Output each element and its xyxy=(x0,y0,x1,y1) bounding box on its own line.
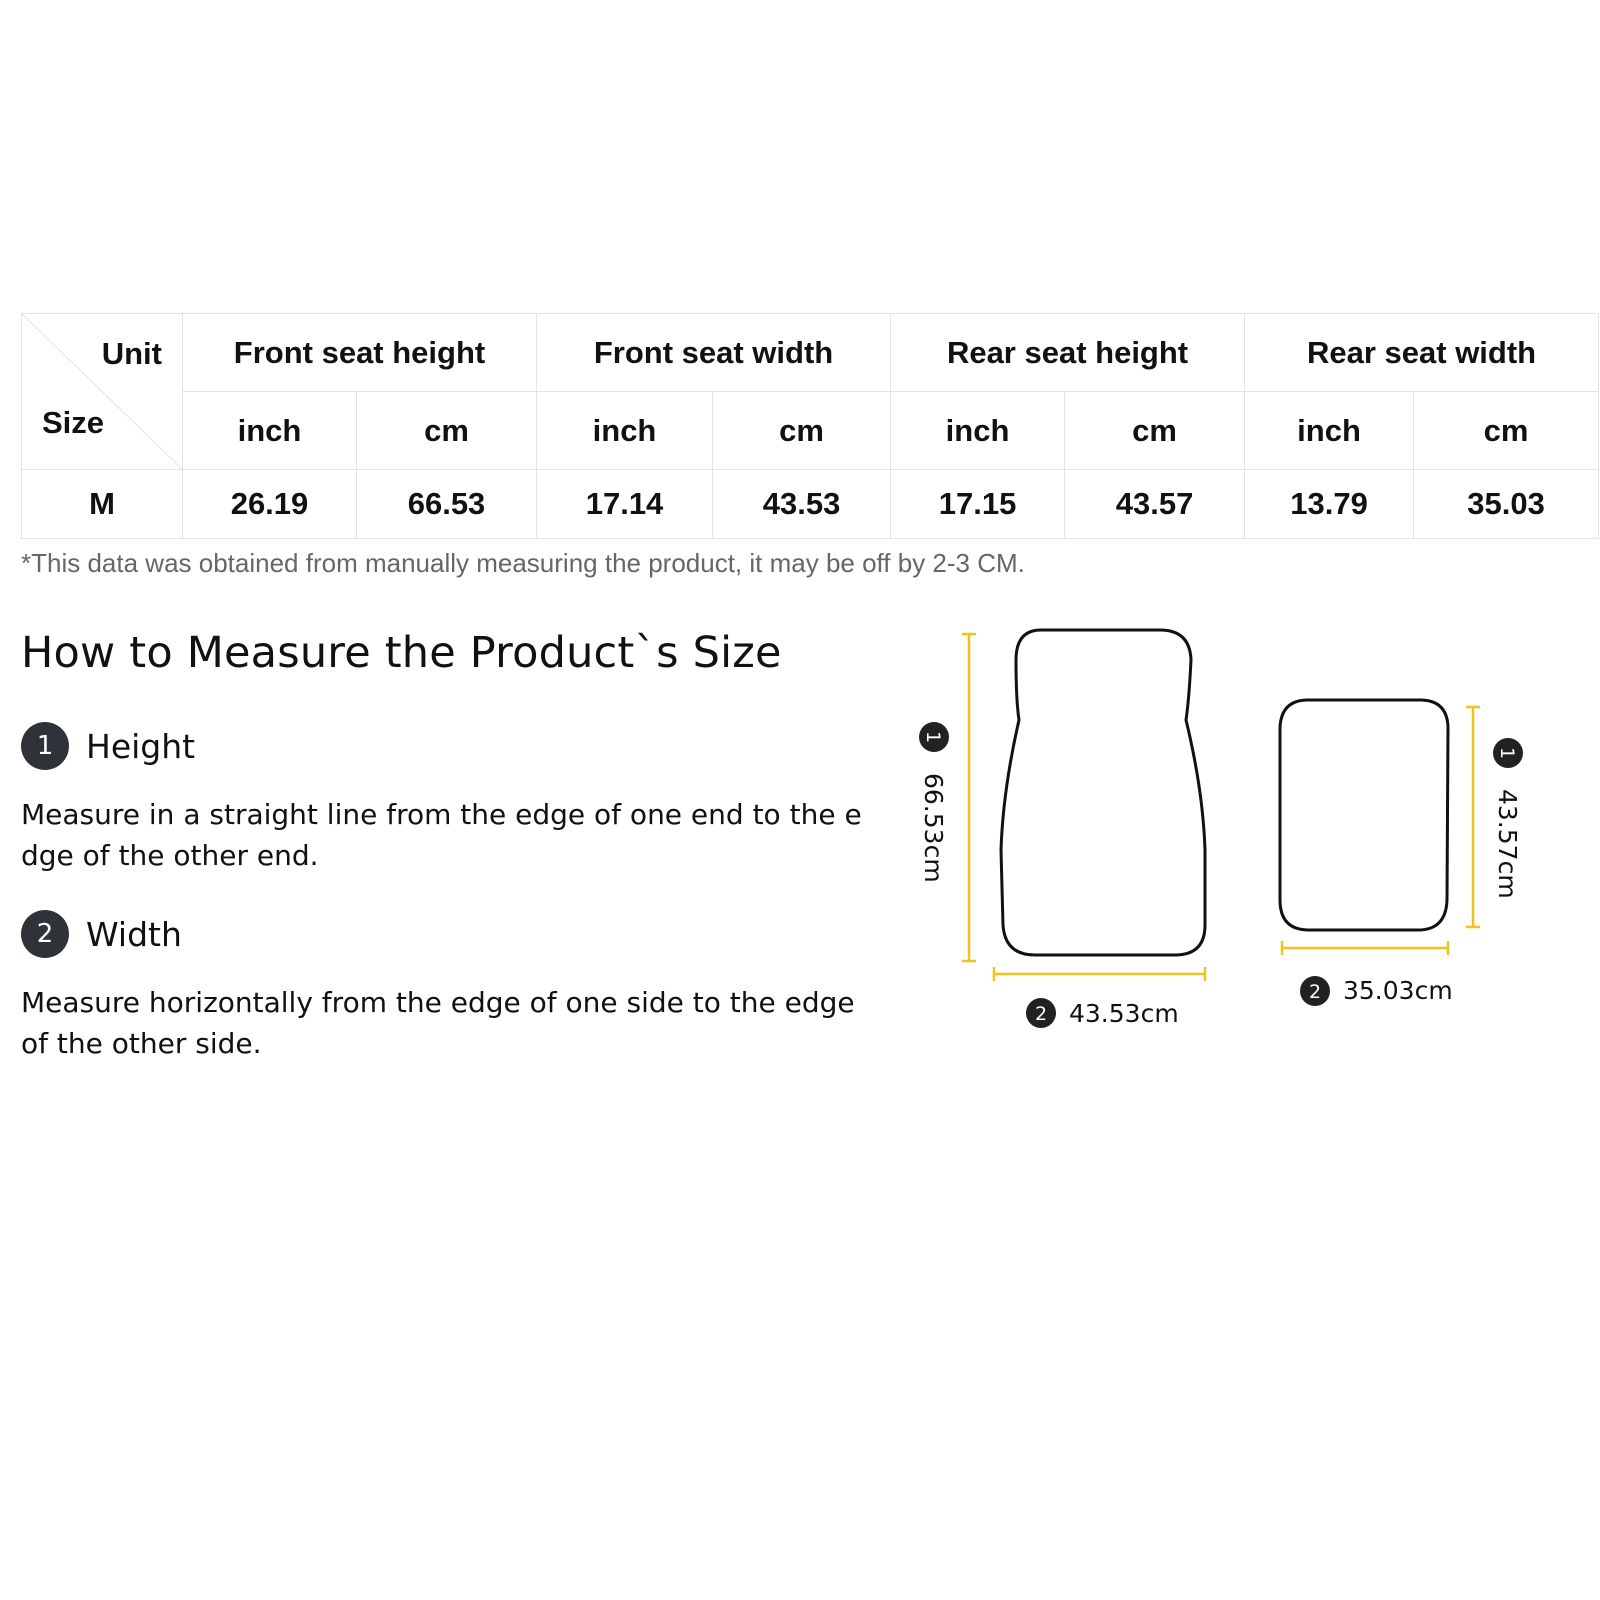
value-cell: 35.03 xyxy=(1414,470,1599,539)
unit-cell: cm xyxy=(1414,392,1599,470)
rear-width-label xyxy=(1300,976,1453,1006)
step-title: Width xyxy=(86,914,182,954)
unit-cell: cm xyxy=(713,392,891,470)
rear-width-value: 35.03cm xyxy=(1343,976,1453,1005)
rear-height-label xyxy=(1493,738,1523,899)
value-cell: 43.53 xyxy=(713,470,891,539)
header-rear-seat-height: Rear seat height xyxy=(891,314,1245,392)
value-cell: 17.14 xyxy=(537,470,713,539)
unit-cell: inch xyxy=(891,392,1065,470)
header-front-seat-width: Front seat width xyxy=(537,314,891,392)
value-cell: 17.15 xyxy=(891,470,1065,539)
rear-width-dimension xyxy=(1282,941,1448,955)
unit-cell: cm xyxy=(357,392,537,470)
front-width-label xyxy=(1026,998,1179,1028)
rear-height-value: 43.57cm xyxy=(1493,789,1522,899)
front-width-dimension xyxy=(994,967,1205,981)
badge-number: 2 xyxy=(1308,981,1322,1003)
step-number-badge: 1 xyxy=(21,722,69,770)
size-cell: M xyxy=(22,470,183,539)
front-height-dimension xyxy=(962,634,976,961)
unit-cell: inch xyxy=(1245,392,1414,470)
unit-cell: cm xyxy=(1065,392,1245,470)
badge-number: 1 xyxy=(922,730,944,744)
front-mat-outline xyxy=(1001,630,1205,955)
rear-mat xyxy=(1280,700,1523,1006)
value-cell: 26.19 xyxy=(183,470,357,539)
step-description: Measure horizontally from the edge of one side to the edge of the other side. xyxy=(21,986,855,1060)
header-front-seat-height: Front seat height xyxy=(183,314,537,392)
unit-label: Unit xyxy=(101,336,162,371)
rear-mat-outline xyxy=(1280,700,1448,930)
howto-title: How to Measure the Product`s Size xyxy=(21,628,782,678)
rear-height-dimension xyxy=(1466,707,1480,927)
front-mat xyxy=(919,630,1205,1028)
header-rear-seat-width: Rear seat width xyxy=(1245,314,1599,392)
size-label: Size xyxy=(42,405,105,440)
step-title: Height xyxy=(86,726,196,766)
value-cell: 13.79 xyxy=(1245,470,1414,539)
unit-cell: inch xyxy=(537,392,713,470)
step-description: Measure in a straight line from the edge of one end to the edge of the other end. xyxy=(21,798,862,872)
value-cell: 43.57 xyxy=(1065,470,1245,539)
unit-cell: inch xyxy=(183,392,357,470)
front-height-label xyxy=(919,722,949,883)
measurement-note: *This data was obtained from manually measuring the product, it may be off by 2-3 CM. xyxy=(21,548,1025,578)
front-height-value: 66.53cm xyxy=(919,773,948,883)
front-width-value: 43.53cm xyxy=(1069,999,1179,1028)
badge-number: 1 xyxy=(1496,746,1518,760)
step-number-badge: 2 xyxy=(21,910,69,958)
value-cell: 66.53 xyxy=(357,470,537,539)
badge-number: 2 xyxy=(1034,1003,1048,1025)
